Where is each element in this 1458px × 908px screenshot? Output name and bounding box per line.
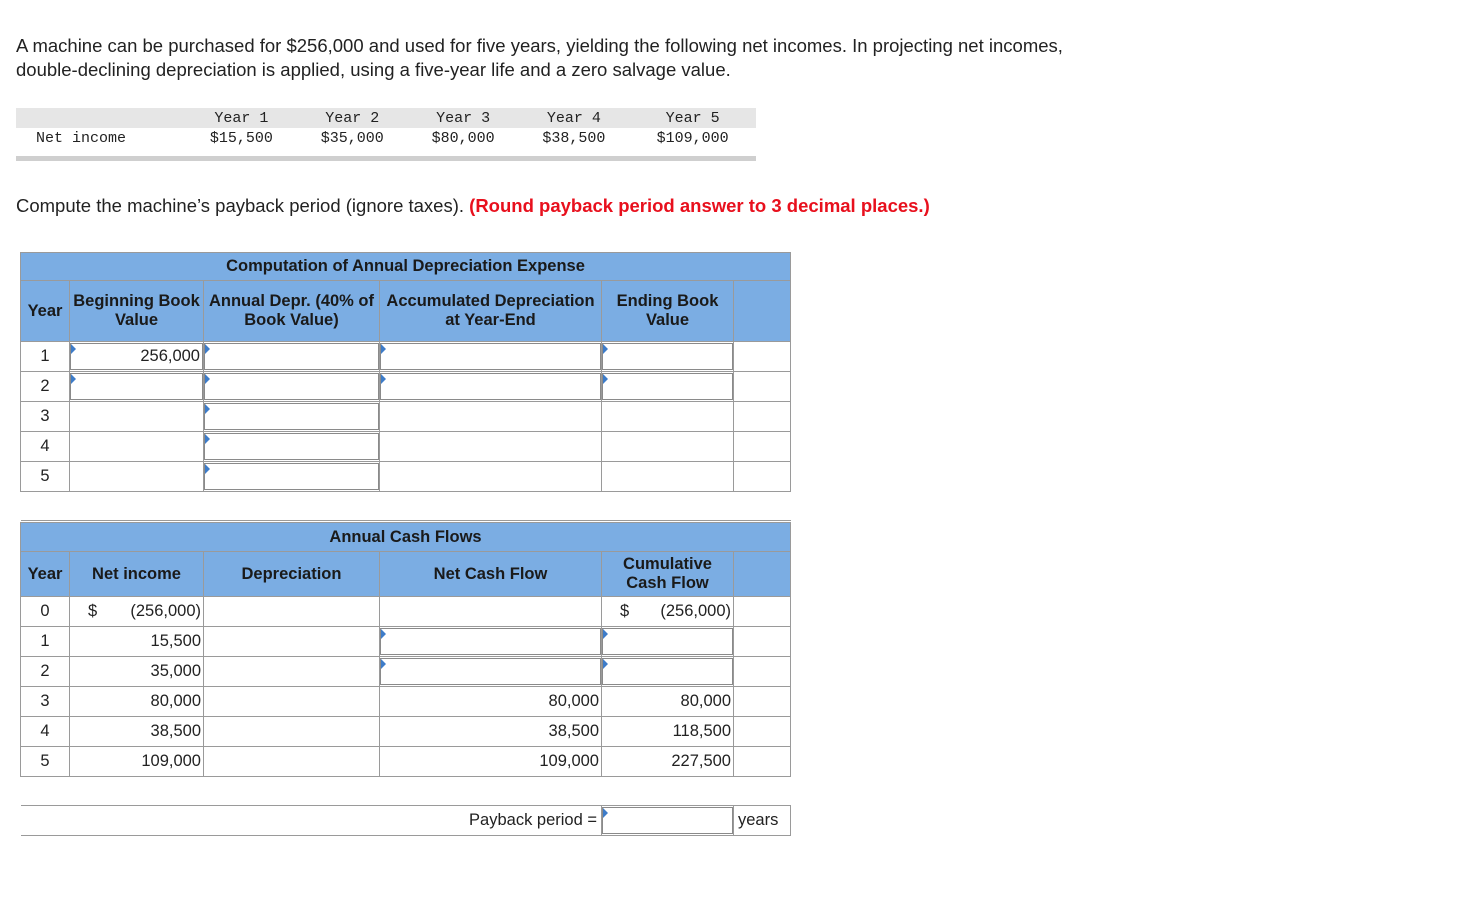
table-divider bbox=[16, 156, 756, 161]
table-row bbox=[21, 432, 791, 462]
intro-line-1: A machine can be purchased for $256,000 and used for five years, yielding the following net incomes. In projecting net incomes, bbox=[16, 35, 1063, 56]
dep-year: 3 bbox=[21, 402, 70, 432]
cumulative-cash-flow-field[interactable] bbox=[602, 658, 733, 685]
rounding-note: (Round payback period answer to 3 decimal places.) bbox=[469, 195, 930, 216]
given-value-5: $109,000 bbox=[656, 129, 729, 147]
cf-year: 3 bbox=[21, 687, 70, 717]
dep-header-year: Year bbox=[21, 281, 70, 342]
ending-book-value-field[interactable] bbox=[602, 343, 733, 370]
payback-unit: years bbox=[734, 806, 791, 836]
net-cash-flow-field[interactable] bbox=[380, 658, 601, 685]
cf-year: 2 bbox=[21, 657, 70, 687]
dep-year: 4 bbox=[21, 432, 70, 462]
table-row bbox=[21, 372, 791, 402]
table-row bbox=[21, 342, 791, 372]
cash-flow-title: Annual Cash Flows bbox=[21, 523, 791, 552]
net-cash-flow-field[interactable] bbox=[380, 628, 601, 655]
dep-header-accumulated: Accumulated Depreciation at Year-End bbox=[380, 281, 602, 342]
currency-symbol: $ bbox=[620, 602, 630, 620]
cumulative-value: 118,500 bbox=[602, 717, 734, 747]
table-row bbox=[21, 747, 791, 777]
cf-header-year: Year bbox=[21, 552, 70, 597]
dep-year: 1 bbox=[21, 342, 70, 372]
cf-header-cumulative: Cumulative Cash Flow bbox=[602, 552, 734, 597]
accumulated-depr-field[interactable] bbox=[380, 343, 601, 370]
net-cash-flow-value: 80,000 bbox=[380, 687, 602, 717]
annual-depr-field[interactable] bbox=[204, 373, 379, 400]
beginning-book-value-field[interactable]: 256,000 bbox=[70, 343, 203, 370]
dep-year: 5 bbox=[21, 462, 70, 492]
cash-flow-table bbox=[20, 522, 791, 836]
ending-book-value-field[interactable] bbox=[602, 373, 733, 400]
intro-line-2: double-declining depreciation is applied, using a five-year life and a zero salvage value. bbox=[16, 59, 731, 80]
dep-header-beginning: Beginning Book Value bbox=[70, 281, 204, 342]
table-row bbox=[21, 462, 791, 492]
instruction-text: Compute the machine’s payback period (ignore taxes). bbox=[16, 195, 470, 216]
dep-header-annual: Annual Depr. (40% of Book Value) bbox=[204, 281, 380, 342]
depreciation-title: Computation of Annual Depreciation Expense bbox=[21, 253, 791, 281]
payback-period-field[interactable] bbox=[602, 807, 733, 834]
table-row bbox=[21, 717, 791, 747]
given-year-5: Year 5 bbox=[629, 108, 756, 128]
net-income-value: 109,000 bbox=[70, 747, 204, 777]
cf-year: 4 bbox=[21, 717, 70, 747]
net-income-value: (256,000) bbox=[130, 602, 201, 620]
table-row bbox=[21, 657, 791, 687]
given-value-2: $35,000 bbox=[320, 129, 384, 147]
annual-depr-field[interactable] bbox=[204, 343, 379, 370]
given-year-3: Year 3 bbox=[408, 108, 519, 128]
net-cash-flow-value: 109,000 bbox=[380, 747, 602, 777]
cf-year: 5 bbox=[21, 747, 70, 777]
given-value-3: $80,000 bbox=[431, 129, 495, 147]
given-value-1: $15,500 bbox=[209, 129, 273, 147]
problem-statement bbox=[16, 34, 1316, 82]
given-year-2: Year 2 bbox=[297, 108, 408, 128]
net-cash-flow-value: 38,500 bbox=[380, 717, 602, 747]
dep-year: 2 bbox=[21, 372, 70, 402]
cf-header-net-income: Net income bbox=[70, 552, 204, 597]
depreciation-table bbox=[20, 252, 791, 521]
table-row bbox=[21, 627, 791, 657]
net-income-value: 35,000 bbox=[70, 657, 204, 687]
given-value-4: $38,500 bbox=[542, 129, 606, 147]
annual-depr-field[interactable] bbox=[204, 433, 379, 460]
net-income-value: 15,500 bbox=[70, 627, 204, 657]
table-row bbox=[21, 597, 791, 627]
dep-header-ending: Ending Book Value bbox=[602, 281, 734, 342]
beginning-book-value-field[interactable] bbox=[70, 373, 203, 400]
cf-header-depreciation: Depreciation bbox=[204, 552, 380, 597]
table-row bbox=[21, 402, 791, 432]
instruction bbox=[16, 195, 930, 217]
given-year-1: Year 1 bbox=[186, 108, 297, 128]
annual-depr-field[interactable] bbox=[204, 463, 379, 490]
net-income-value: 38,500 bbox=[70, 717, 204, 747]
cf-header-net-cash-flow: Net Cash Flow bbox=[380, 552, 602, 597]
table-row bbox=[21, 687, 791, 717]
cf-year: 0 bbox=[21, 597, 70, 627]
given-row-label: Net income bbox=[36, 129, 127, 147]
net-income-table bbox=[16, 108, 756, 148]
cumulative-cash-flow-field[interactable] bbox=[602, 628, 733, 655]
annual-depr-field[interactable] bbox=[204, 403, 379, 430]
currency-symbol: $ bbox=[88, 602, 98, 620]
cumulative-value: 80,000 bbox=[602, 687, 734, 717]
accumulated-depr-field[interactable] bbox=[380, 373, 601, 400]
net-income-value: 80,000 bbox=[70, 687, 204, 717]
cumulative-value: 227,500 bbox=[602, 747, 734, 777]
payback-label: Payback period = bbox=[21, 806, 602, 836]
cf-year: 1 bbox=[21, 627, 70, 657]
cumulative-value: (256,000) bbox=[660, 602, 731, 620]
given-year-4: Year 4 bbox=[518, 108, 629, 128]
